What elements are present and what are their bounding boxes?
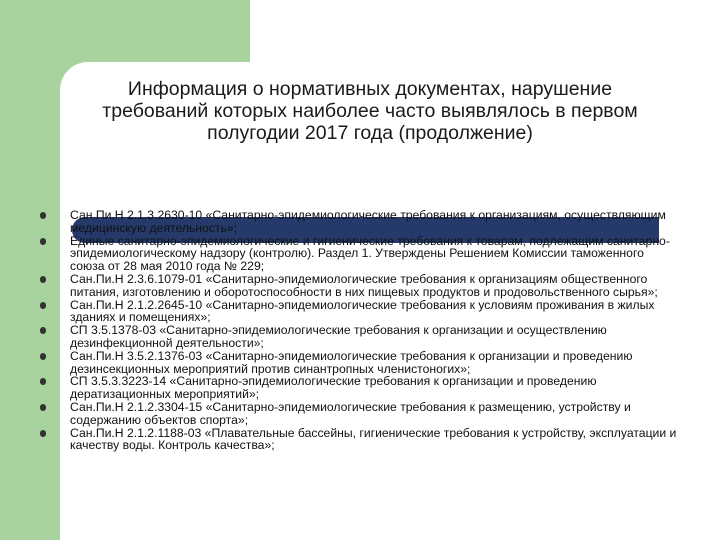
list-item-text: Сан.Пи.Н 2.1.2.3304-15 «Санитарно-эпидемиологические требования к размещению, устройству и содержанию объектов спорта»; <box>70 399 631 427</box>
documents-list <box>40 209 680 452</box>
list-item-text: Сан.Пи.Н 2.1.2.1188-03 «Плавательные бассейны, гигиенические требования к устройству, эксплуатации и качеству воды. Контроль качества»; <box>70 425 677 453</box>
bullet-icon <box>40 327 46 334</box>
list-item-text: Сан.Пи.Н 2.1.2.2645-10 «Санитарно-эпидемиологические требования к условиям проживания в жилых зданиях и помещениях»; <box>70 297 655 325</box>
list-item <box>40 350 680 376</box>
list-item <box>40 273 680 299</box>
list-item-text: СП 3.5.1378-03 «Санитарно-эпидемиологические требования к организации и осуществлению дезинфекционной деятельности»; <box>70 323 607 350</box>
list-item-text: Сан.Пи.Н 2.1.3.2630-10 «Санитарно-эпидемиологические требования к организациям, осуществляющим медицинскую деятельность»; <box>70 208 666 235</box>
bullet-icon <box>40 378 46 385</box>
list-item-text: Сан.Пи.Н 2.3.6.1079-01 «Санитарно-эпидемиологические требования к организациям общественного питания, изготовлению и оборотоспособности в них пищевых продуктов и продовольственного сырья»; <box>70 271 658 299</box>
bullet-icon <box>40 302 46 309</box>
list-item <box>40 401 680 427</box>
list-item-text: Сан.Пи.Н 3.5.2.1376-03 «Санитарно-эпидемиологические требования к организации и проведению дезинсекционных мероприятий против синантропных членистоногих»; <box>70 348 633 376</box>
list-item <box>40 375 680 401</box>
title-line-1: Информация о нормативных документах, нарушение <box>127 78 613 100</box>
bullet-icon <box>40 212 46 219</box>
list-item <box>40 299 680 325</box>
bullet-icon <box>40 404 46 411</box>
title-line-3: полугодии 2017 года (продолжение) <box>207 122 533 144</box>
bullet-icon <box>40 430 46 437</box>
title-line-2: требований которых наиболее часто выявлялось в первом <box>102 100 638 122</box>
list-item-text: СП 3.5.3.3223-14 «Санитарно-эпидемиологические требования к организации и проведению дератизационных мероприятий»; <box>70 374 597 402</box>
list-item <box>40 324 680 350</box>
bullet-icon <box>40 238 46 245</box>
list-item <box>40 209 680 235</box>
page-title <box>70 78 670 144</box>
bullet-icon <box>40 276 46 283</box>
list-item <box>40 235 680 273</box>
list-item <box>40 427 680 453</box>
bullet-icon <box>40 353 46 360</box>
list-item-text: Единые санитарно-эпидемиологические и гигиенические требования к товарам, подлежащим санитарно-эпидемиологическому надзору (контролю). Раздел 1. Утверждены Решением Комиссии таможенного союза от 28 мая 2010 года № 229; <box>70 233 670 274</box>
